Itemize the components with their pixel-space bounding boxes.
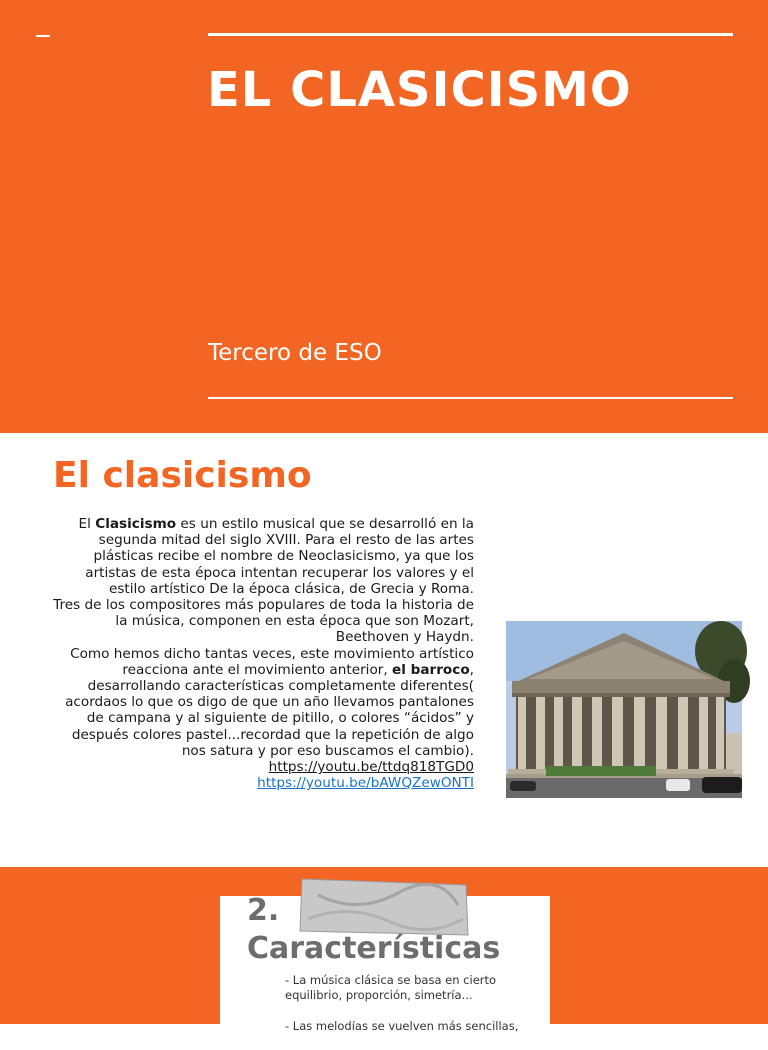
presentation-title: EL CLASICISMO	[207, 62, 632, 118]
list-item: - Las melodías se vuelven más sencillas,	[285, 1019, 519, 1033]
section-number: 2.	[247, 893, 280, 928]
section-heading: Características	[247, 931, 501, 966]
youtube-link-2[interactable]: https://youtu.be/bAWQZewONTI	[257, 775, 474, 792]
text-run: Como hemos dicho tantas veces, este movimiento artístico reacciona ante el movimiento anterior,	[70, 645, 474, 678]
text-run: , desarrollando características completamente diferentes( acordaos lo que os digo de que un año llevamos pantalones de campana y al siguiente de pitillo, o colores “ácidos” y después colores pastel...recordad que la repetición de algo nos satura y por eso buscamos el cambio).	[65, 661, 474, 759]
paragraph-link	[48, 775, 474, 791]
slide-title: El clasicismo	[53, 455, 312, 496]
characteristics-list	[285, 973, 535, 1050]
slide-dash-mark	[36, 35, 50, 37]
youtube-link-1[interactable]: https://youtu.be/ttdq818TGD0	[268, 759, 474, 776]
text-run: El	[78, 516, 96, 532]
neoclassical-temple-photo	[506, 621, 742, 798]
bold-term: el barroco	[392, 661, 470, 678]
paragraph-intro	[48, 516, 474, 597]
title-slide	[0, 0, 768, 433]
list-item: - La música clásica se basa en cierto equilibrio, proporción, simetría...	[285, 973, 497, 1002]
paragraph-composers: Tres de los compositores más populares de toda la historia de la música, componen en esta época que son Mozart, Beethoven y Haydn.	[53, 597, 474, 646]
paragraph-barroco	[48, 646, 474, 776]
bottom-rule	[208, 397, 733, 399]
top-rule	[208, 33, 733, 36]
slide-body-text	[48, 516, 474, 791]
text-run: es un estilo musical que se desarrolló en la segunda mitad del siglo XVIII. Para el resto de las artes plásticas recibe el nombre de Neoclasicismo, ya que los artistas de esta época intentan recuperar los valores y el estilo artístico De la época clásica, de Grecia y Roma.	[85, 516, 474, 597]
presentation-subtitle: Tercero de ESO	[208, 340, 382, 366]
content-slide	[0, 433, 768, 867]
bold-term: Clasicismo	[95, 516, 177, 532]
slide-title	[247, 892, 500, 968]
characteristics-slide	[0, 867, 768, 1033]
